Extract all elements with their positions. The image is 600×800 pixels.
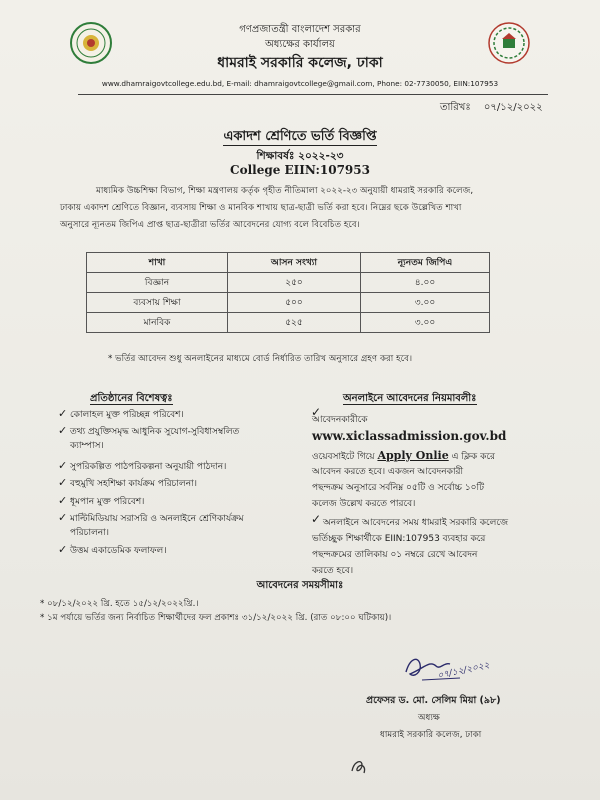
check-icon: ✓ — [58, 476, 68, 489]
signature-date: ০৭/১২/২০২২ — [436, 660, 491, 682]
seat-table — [86, 252, 490, 333]
signatory-designation: অধ্যক্ষ — [418, 713, 440, 723]
rules-heading — [343, 386, 477, 408]
table-cell: ৩.০০ — [361, 313, 490, 333]
session-line: শিক্ষাবর্ষঃ ২০২২-২৩ — [256, 150, 344, 162]
feature-item — [58, 424, 283, 439]
header-rule — [78, 94, 548, 95]
feature-item — [58, 476, 283, 491]
table-cell: ৫২৫ — [228, 313, 361, 333]
features-heading — [90, 386, 173, 408]
feature-text: উত্তম একাডেমিক ফলাফল। — [70, 546, 167, 556]
rule-1-b — [312, 449, 512, 464]
check-icon: ✓ — [58, 424, 68, 437]
rule-2-b: ভর্তিচ্ছুক শিক্ষার্থীকে EIIN:107953 ব্যবহার করে — [312, 534, 486, 544]
feature-item-cont — [58, 526, 295, 540]
notice-title — [0, 125, 600, 148]
intro-line-1: মাধ্যমিক উচ্চশিক্ষা বিভাগ, শিক্ষা মন্ত্রণালয় কর্তৃক গৃহীত নীতিমালা ২০২২-২৩ অনুযায়ী ধামরাই সরকারি কলেজ, — [96, 186, 474, 196]
check-icon: ✓ — [311, 405, 322, 419]
rule-1-site: www.xiclassadmission.gov.bd — [312, 429, 507, 443]
feature-item — [58, 543, 283, 558]
govt-title: গণপ্রজাতন্ত্রী বাংলাদেশ সরকার — [239, 24, 361, 35]
rule-1-c: আবেদন করতে হবে। একজন আবেদনকারী — [312, 467, 464, 477]
table-cell: ৪.০০ — [361, 273, 490, 293]
check-icon: ✓ — [58, 543, 68, 556]
rules-heading-text: অনলাইনে আবেদনের নিয়মাবলীঃ — [343, 393, 477, 404]
rule-1-d: পছন্দক্রম অনুসারে সর্বনিম্ন ০৫টি ও সর্বোচ্চ ১০টি — [312, 483, 485, 493]
notice-title-text: একাদশ শ্রেণিতে ভর্তি বিজ্ঞপ্তি — [223, 129, 377, 144]
office-title: অধ্যক্ষের কার্যালয় — [265, 39, 335, 50]
table-cell: মানবিক — [87, 313, 228, 333]
college-name: ধামরাই সরকারি কলেজ, ঢাকা — [217, 55, 383, 71]
rule-2-a: অনলাইনে আবেদনের সময় ধামরাই সরকারি কলেজে — [323, 518, 508, 528]
check-icon: ✓ — [58, 459, 68, 472]
schedule-line-1: * ০৮/১২/২০২২ খ্রি. হতে ১৫/১২/২০২২খ্রি.। — [40, 599, 199, 609]
rule-text: এ ক্লিক করে — [451, 452, 495, 462]
table-row — [87, 293, 490, 313]
table-cell: ২৫০ — [228, 273, 361, 293]
check-icon: ✓ — [58, 511, 68, 524]
table-row — [87, 313, 490, 333]
feature-text: বহুমুখি সহশিক্ষা কার্যক্রম পরিচালনা। — [70, 479, 197, 489]
rule-text: ওয়েবসাইটে গিয়ে — [312, 452, 375, 462]
rule-2-d: করতে হবে। — [312, 566, 354, 576]
feature-text: পরিচালনা। — [70, 528, 110, 538]
table-header: ন্যূনতম জিপিএ — [361, 253, 490, 273]
intro-line-2: ঢাকায় একাদশ শ্রেণিতে বিজ্ঞান, ব্যবসায় শিক্ষা ও মানবিক শাখায় ছাত্র-ছাত্রী ভর্তি করা হবে। নিম্নের ছকে উল্লেখিত শাখা — [60, 203, 462, 213]
rule-1-e: কলেজ উল্লেখ করতে পারবে। — [312, 499, 416, 509]
feature-text: তথ্য প্রযুক্তিসমৃদ্ধ আধুনিক সুযোগ-সুবিধাসম্বলিত — [70, 427, 240, 437]
feature-item — [58, 511, 283, 526]
online-note: * ভর্তির আবেদন শুধু অনলাইনের মাধ্যমে বোর্ড নির্ধারিত তারিখ অনুসারে গ্রহণ করা হবে। — [108, 354, 413, 364]
table-cell: বিজ্ঞান — [87, 273, 228, 293]
eiin-line: College EIIN:107953 — [230, 163, 370, 177]
date-value: ০৭/১২/২০২২ — [483, 102, 543, 113]
signatory-college: ধামরাই সরকারি কলেজ, ঢাকা — [380, 730, 482, 740]
table-header-row — [87, 253, 490, 273]
check-icon: ✓ — [311, 512, 322, 526]
feature-item — [58, 494, 283, 509]
rule-1-a: আবেদনকারীকে — [312, 415, 368, 425]
feature-item-cont — [58, 439, 295, 453]
feature-text: ধূমপান মুক্ত পরিবেশ। — [70, 497, 145, 507]
apply-online-text: Apply Onlie — [377, 449, 449, 462]
table-cell: ৩.০০ — [361, 293, 490, 313]
check-icon: ✓ — [58, 407, 68, 420]
feature-text: কোলাহল মুক্ত পরিচ্ছন্ন পরিবেশ। — [70, 410, 184, 420]
intro-line-3: অনুসারে ন্যূনতম জিপিএ প্রাপ্ত ছাত্র-ছাত্রীরা ভর্তির আবেদনের যোগ্য বলে বিবেচিত হবে। — [60, 220, 360, 230]
schedule-line-2: * ১ম পর্যায়ে ভর্তির জন্য নির্বাচিত শিক্ষার্থীদের ফল প্রকাশঃ ৩১/১২/২০২২ খ্রি. (রাত ০৮:০০ ঘটিকায়)। — [40, 613, 392, 623]
feature-text: ক্যাম্পাস। — [70, 441, 104, 451]
table-cell: ব্যবসায় শিক্ষা — [87, 293, 228, 313]
table-row — [87, 273, 490, 293]
features-heading-text: প্রতিষ্ঠানের বিশেষত্বঃ — [90, 393, 173, 404]
table-cell: ৫০০ — [228, 293, 361, 313]
initial-mark-icon — [348, 755, 370, 781]
feature-text: মাল্টিমিডিয়ায় সরাসরি ও অনলাইনে শ্রেণিকার্যক্রম — [70, 514, 244, 524]
table-header: আসন সংখ্যা — [228, 253, 361, 273]
date-label: তারিখঃ — [440, 102, 471, 113]
signatory-name: প্রফেসর ড. মো. সেলিম মিয়া (৯৮) — [366, 695, 501, 706]
table-header: শাখা — [87, 253, 228, 273]
feature-item — [58, 407, 283, 422]
check-icon: ✓ — [58, 494, 68, 507]
schedule-heading: আবেদনের সময়সীমাঃ — [256, 580, 344, 591]
feature-text: সুপরিকল্পিত পাঠপরিকল্পনা অনুযায়ী পাঠদান। — [70, 462, 227, 472]
date-line — [440, 100, 543, 117]
contact-line: www.dhamraigovtcollege.edu.bd, E-mail: dhamraigovtcollege@gmail.com, Phone: 02-7730050, EIIN:107953 — [101, 79, 499, 88]
feature-item — [58, 459, 283, 474]
rule-2-c: পছন্দক্রমের তালিকায় ০১ নম্বরে রেখে আবেদন — [312, 550, 478, 560]
